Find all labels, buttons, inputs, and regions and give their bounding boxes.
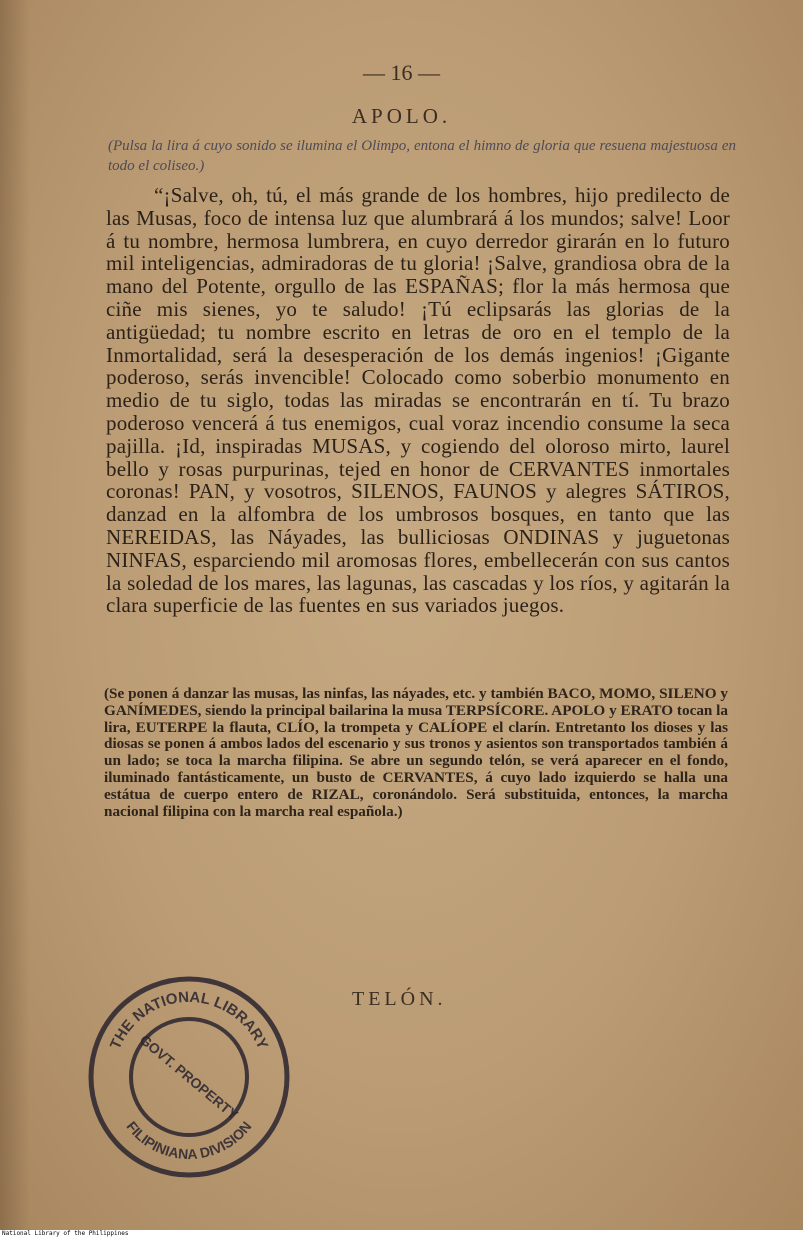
stamp-text-middle: GOVT. PROPERTY bbox=[136, 1031, 242, 1123]
speech-paragraph: “¡Salve, oh, tú, el más grande de los hombres, hijo predilecto de las Musas, foco de intensa luz que alumbrará á los mundos; salve! Loor á tu nombre, hermosa lumbrera, en cuyo derredor girarán en lo futuro mil inteligencias, admiradoras de tu gloria! ¡Salve, grandiosa obra de la mano del Potente, orgullo de las ESPAÑAS; flor la más hermosa que ciñe mis sienes, yo te saludo! ¡Tú eclipsarás las glorias de la antigüedad; tu nombre escrito en letras de oro en el templo de la Inmortalidad, será la desesperación de los demás ingenios! ¡Gigante poderoso, serás invencible! Colocado como soberbio monumento en medio de tu siglo, todas las miradas se encontrarán en tí. Tu brazo poderoso vencerá á tus enemigos, cual voraz incendio consume la seca pajilla. ¡Id, inspiradas MUSAS, y cogiendo del oloroso mirto, laurel bello y rosas purpurinas, tejed en honor de CERVANTES inmortales coronas! PAN, y vosotros, SILENOS, FAUNOS y alegres SÁTIROS, danzad en la alfombra de los umbrosos bosques, en tanto que las NEREIDAS, las Náyades, las bulliciosas ONDINAS y juguetonas NINFAS, esparciendo mil aromosas flores, embellecerán con sus cantos la soledad de los mares, las lagunas, las cascadas y los ríos, y agitarán la clara superficie de las fuentes en sus variados juegos. bbox=[106, 183, 730, 618]
library-stamp bbox=[84, 972, 294, 1182]
speaker-heading: APOLO. bbox=[351, 104, 452, 128]
footer-bar bbox=[0, 1230, 803, 1238]
page-number: — 16 — bbox=[363, 60, 440, 85]
footer-credit: National Library of the Philippines bbox=[2, 1230, 129, 1237]
stamp-text-bottom: FILIPINIANA DIVISION bbox=[123, 1118, 255, 1163]
curtain-heading: TELÓN. bbox=[352, 988, 447, 1010]
stage-direction-italic: (Pulsa la lira á cuyo sonido se ilumina el Olimpo, entona el himno de gloria que resuena majestuosa en todo el coliseo.) bbox=[108, 138, 736, 174]
stage-direction-paragraph: (Se ponen á danzar las musas, las ninfas, las náyades, etc. y también BACO, MOMO, SILENO y GANÍMEDES, siendo la principal bailarina la musa TERPSÍCORE. APOLO y ERATO tocan la lira, EUTERPE la flauta, CLÍO, la trompeta y CALÍOPE el clarín. Entretanto los dioses y las diosas se ponen á ambos lados del escenario y sus tronos y asientos son transportados también á un lado; se toca la marcha filipina. Se abre un segundo telón, se verá aparecer en el fondo, iluminado fantásticamente, un busto de CERVANTES, á cuyo lado izquierdo se halla una estátua de cuerpo entero de RIZAL, coronándolo. Será substituida, entonces, la marcha nacional filipina con la marcha real española.) bbox=[104, 685, 728, 820]
stamp-text-top: THE NATIONAL LIBRARY bbox=[106, 988, 272, 1052]
